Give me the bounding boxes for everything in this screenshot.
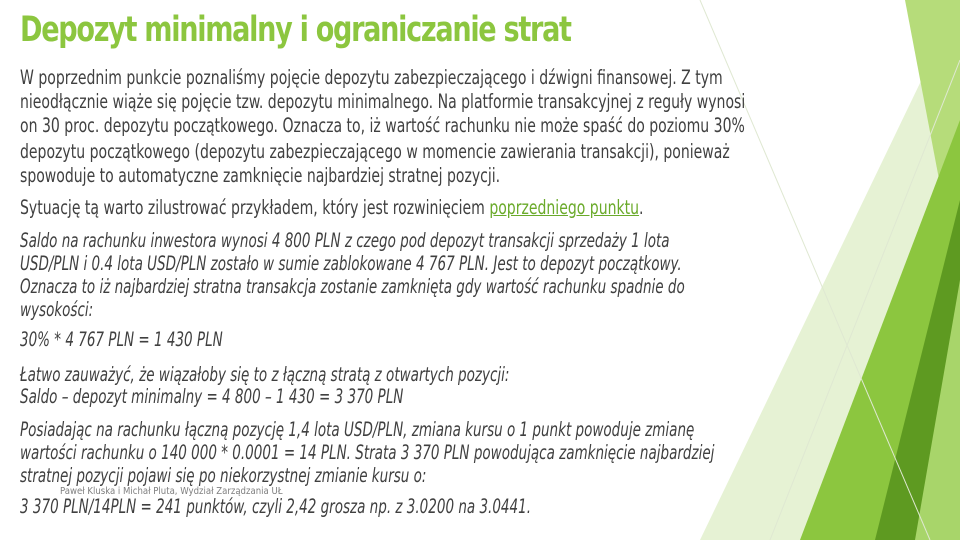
example-line: wartości rachunku o 140 000 * 0.0001 = 14 PLN. Strata 3 370 PLN powodująca zamknięcie najbardziej [20,441,715,464]
example-line: stratnej pozycji pojawi się po niekorzystnej zmianie kursu o: [20,464,427,487]
slide-footer: Paweł Kluska i Michał Pluta, Wydział Zarządzania UŁ [60,486,283,497]
example-line: Saldo na rachunku inwestora wynosi 4 800 PLN z czego pod depozyt transakcji sprzedaży 1 lota [20,229,670,252]
paragraph-line: W poprzednim punkcie poznaliśmy pojęcie depozytu zabezpieczającego i dźwigni finansowej. Z tym [20,66,723,89]
paragraph-line: depozytu początkowego (depozytu zabezpieczającego w momencie zawierania transakcji), ponieważ [20,140,730,163]
paragraph-example-intro [20,197,820,219]
example-line: wysokości: [20,298,94,321]
paragraph-line: nieodłącznie wiąże się pojęcie tzw. depozytu minimalnego. Na platformie transakcyjnej z reguły wynosi [20,90,746,113]
example-line: Oznacza to iż najbardziej stratna transakcja zostanie zamknięta gdy wartość rachunku spadnie do [20,275,685,298]
intro-period: . [639,196,644,219]
previous-point-link[interactable]: poprzedniego punktu [489,196,640,219]
example-formula: 30% * 4 767 PLN = 1 430 PLN [20,328,223,351]
paragraph-line: spowoduje to automatyczne zamknięcie najbardziej stratnej pozycji. [20,164,501,187]
example-formula: Saldo – depozyt minimalny = 4 800 – 1 430 = 3 370 PLN [20,385,404,408]
intro-text: Sytuację tą warto zilustrować przykładem, który jest rozwinięciem [20,196,490,219]
paragraph-line: on 30 proc. depozytu początkowego. Oznacza to, iż wartość rachunku nie może spaść do poziomu 30% [20,114,745,137]
example-line: Posiadając na rachunku łączną pozycję 1,4 lota USD/PLN, zmiana kursu o 1 punkt powoduje zmianę [20,418,695,441]
example-result: 3 370 PLN/14PLN = 241 punktów, czyli 2,42 grosza np. z 3.0200 na 3.0441. [20,495,532,518]
example-line: Łatwo zauważyć, że wiązałoby się to z łączną stratą z otwartych pozycji: [20,363,510,386]
example-line: USD/PLN i 0.4 lota USD/PLN zostało w sumie zablokowane 4 767 PLN. Jest to depozyt początkowy. [20,252,682,275]
slide-title: Depozyt minimalny i ograniczanie strat [20,10,571,50]
